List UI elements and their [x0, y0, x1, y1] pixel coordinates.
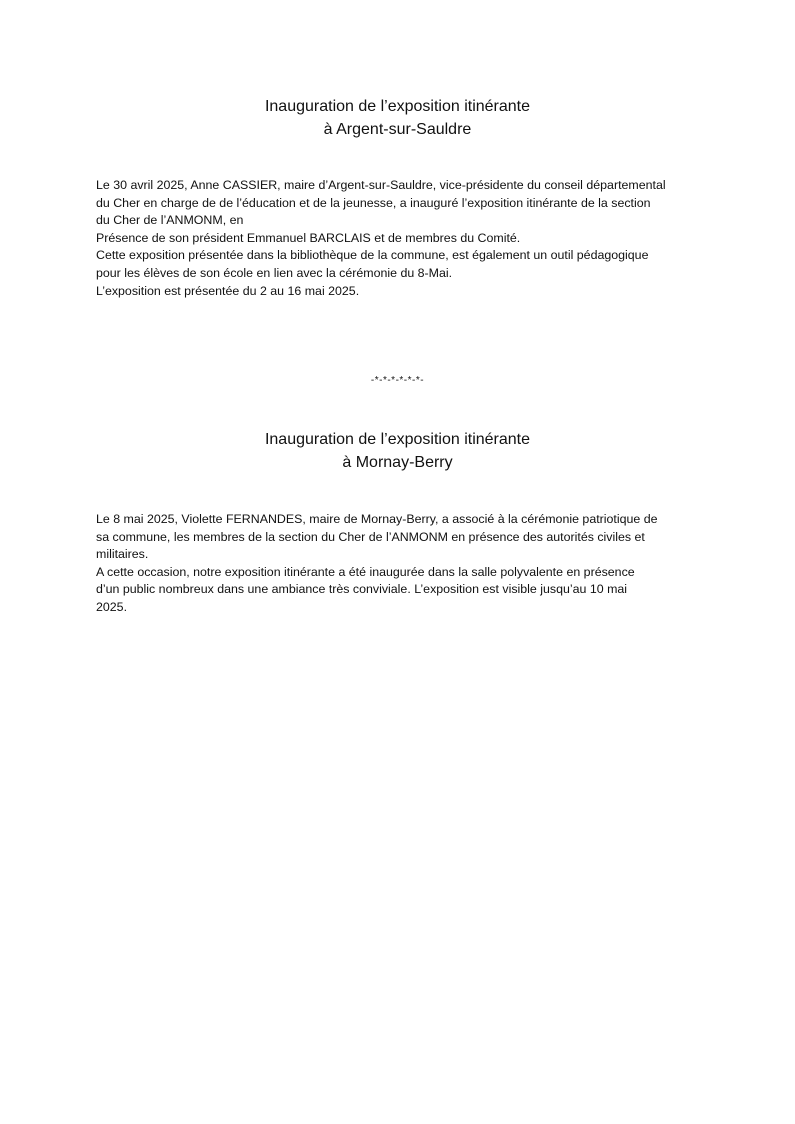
- body-line: pour les élèves de son école en lien avec la cérémonie du 8-Mai.: [96, 265, 453, 280]
- body-line: Présence de son président Emmanuel BARCLAIS et de membres du Comité.: [96, 230, 521, 245]
- body-line: Le 8 mai 2025, Violette FERNANDES, maire de Mornay-Berry, a associé à la cérémonie patriotique de: [96, 512, 658, 526]
- body-line: militaires.: [96, 547, 149, 562]
- body-line: du Cher de l’ANMONM, en: [96, 213, 244, 228]
- section-2-title-line-1: Inauguration de l’exposition itinérante: [264, 431, 531, 448]
- section-2-title: [0, 428, 795, 474]
- body-line: 2025.: [96, 599, 128, 614]
- body-line: A cette occasion, notre exposition itinérante a été inaugurée dans la salle polyvalente en présence: [96, 564, 635, 579]
- body-line: du Cher en charge de de l’éducation et de la jeunesse, a inauguré l’exposition itinérante de la section: [96, 195, 651, 210]
- section-2-body: [96, 511, 708, 617]
- section-1-title-line-1: Inauguration de l’exposition itinérante: [264, 98, 531, 115]
- section-1-body: [96, 177, 708, 300]
- body-line: Cette exposition présentée dans la bibliothèque de la commune, est également un outil pédagogique: [96, 248, 649, 263]
- section-separator: -*-*-*-*-*-*-: [370, 375, 425, 386]
- section-1-title: [0, 95, 795, 141]
- body-line: L’exposition est présentée du 2 au 16 mai 2025.: [96, 283, 360, 298]
- section-2-title-line-2: à Mornay-Berry: [342, 454, 453, 471]
- body-line: sa commune, les membres de la section du Cher de l’ANMONM en présence des autorités civiles et: [96, 529, 645, 544]
- body-line: Le 30 avril 2025, Anne CASSIER, maire d’Argent-sur-Sauldre, vice-présidente du conseil départemental: [96, 178, 666, 192]
- body-line: d’un public nombreux dans une ambiance très conviviale. L’exposition est visible jusqu’au 10 mai: [96, 582, 628, 597]
- section-1-title-line-2: à Argent-sur-Sauldre: [323, 121, 472, 138]
